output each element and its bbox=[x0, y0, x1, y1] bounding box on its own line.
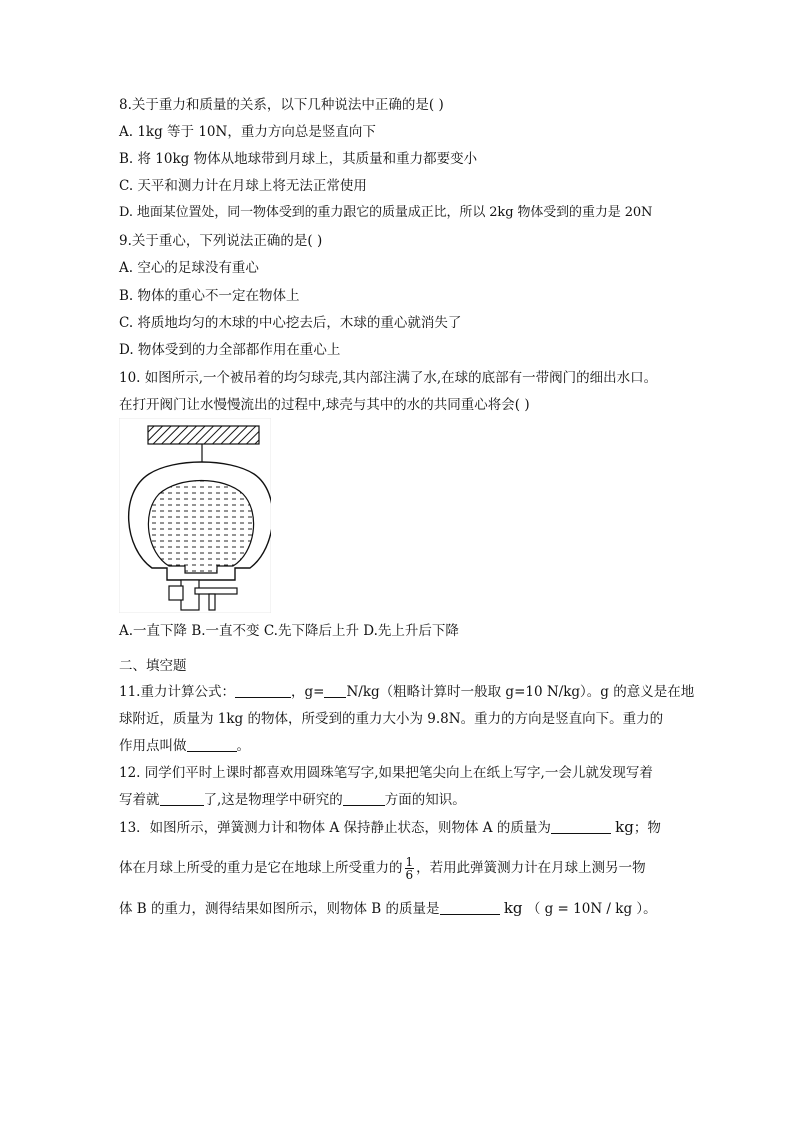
q13-text-a: 13．如图所示，弹簧测力计和物体 A 保持静止状态，则物体 A 的质量为 bbox=[119, 820, 551, 836]
q13-text-b: ；物 bbox=[633, 820, 661, 836]
q12-blank-1[interactable] bbox=[160, 791, 204, 806]
q13-unit-2: kg bbox=[503, 899, 523, 917]
fraction-one-sixth bbox=[405, 856, 415, 881]
q13-line2 bbox=[119, 854, 646, 882]
q11-text-e: 。 bbox=[236, 738, 250, 754]
q12-line1: 12. 同学们平时上课时都喜欢用圆珠笔写字,如果把笔尖向上在纸上写字,一会儿就发现写着 bbox=[119, 765, 653, 781]
hanging-sphere-figure bbox=[119, 418, 271, 613]
q11-blank-formula[interactable] bbox=[235, 683, 291, 698]
q8-option-d: D. 地面某位置处，同一物体受到的重力跟它的质量成正比，所以 2kg 物体受到的重力是 20N bbox=[119, 205, 653, 220]
q9-option-d: D. 物体受到的力全部都作用在重心上 bbox=[119, 342, 341, 358]
q8-option-c: C. 天平和测力计在月球上将无法正常使用 bbox=[119, 178, 367, 194]
q11-blank-center[interactable] bbox=[187, 737, 237, 752]
q11-text-d: 作用点叫做 bbox=[119, 738, 187, 754]
q12-text-b: 了,这是物理学中研究的 bbox=[203, 792, 343, 808]
q11-blank-g[interactable] bbox=[324, 683, 346, 698]
q12-line2 bbox=[119, 790, 466, 810]
q13-text-c: 体在月球上所受的重力是它在地球上所受重力的 bbox=[119, 860, 403, 876]
water-inside bbox=[148, 481, 253, 574]
q9-option-c: C. 将质地均匀的木球的中心挖去后，木球的重心就消失了 bbox=[119, 315, 462, 331]
q13-blank-mass-b[interactable] bbox=[440, 900, 500, 915]
q11-line1 bbox=[119, 682, 694, 702]
q9-option-a: A. 空心的足球没有重心 bbox=[119, 260, 259, 276]
fraction-numerator: 1 bbox=[405, 855, 414, 869]
valve-handle bbox=[169, 586, 183, 600]
q13-text-d: ，若用此弹簧测力计在月球上测另一物 bbox=[416, 860, 646, 876]
q9-stem: 9.关于重心，下列说法正确的是( ) bbox=[119, 233, 323, 249]
q8-option-b: B. 将 10kg 物体从地球带到月球上，其质量和重力都要变小 bbox=[119, 151, 478, 167]
q12-text-a: 写着就 bbox=[119, 792, 160, 808]
q10-options: A.一直下降 B.一直不变 C.先下降后上升 D.先上升后下降 bbox=[119, 623, 459, 639]
q11-text-a: 11.重力计算公式： bbox=[119, 684, 235, 700]
q11-text-b: ，g= bbox=[290, 684, 325, 700]
q13-text-f: （ g = 10N / kg ）。 bbox=[526, 901, 657, 917]
q12-text-c: 方面的知识。 bbox=[384, 792, 466, 808]
q12-blank-2[interactable] bbox=[343, 791, 385, 806]
q11-text-c: N/kg（粗略计算时一般取 g=10 N/kg）。g 的意义是在地 bbox=[346, 684, 695, 700]
outlet-pipe bbox=[181, 580, 199, 610]
ceiling-support bbox=[148, 426, 259, 444]
q11-line2: 球附近，质量为 1kg 的物体，所受到的重力大小为 9.8N。重力的方向是竖直向下。重力的 bbox=[119, 711, 664, 727]
q10-stem-line2: 在打开阀门让水慢慢流出的过程中,球壳与其中的水的共同重心将会( ) bbox=[119, 397, 530, 413]
section-title: 二、填空题 bbox=[119, 658, 187, 674]
valve-bar bbox=[195, 588, 237, 594]
q8-stem: 8.关于重力和质量的关系，以下几种说法中正确的是( ) bbox=[119, 97, 444, 113]
q13-text-e: 体 B 的重力，测得结果如图所示，则物体 B 的质量是 bbox=[119, 901, 440, 917]
q10-stem-line1: 10. 如图所示,一个被吊着的均匀球壳,其内部注满了水,在球的底部有一带阀门的细出水口。 bbox=[119, 370, 658, 386]
q13-unit-1: kg bbox=[615, 818, 634, 836]
q11-line3 bbox=[119, 736, 250, 756]
q13-line1 bbox=[119, 817, 661, 838]
q8-option-a: A. 1kg 等于 10N，重力方向总是竖直向下 bbox=[119, 124, 376, 140]
valve-stem bbox=[209, 594, 215, 610]
q13-blank-mass-a[interactable] bbox=[551, 819, 611, 834]
q9-option-b: B. 物体的重心不一定在物体上 bbox=[119, 288, 300, 304]
fraction-denominator: 6 bbox=[405, 868, 414, 882]
q13-line3 bbox=[119, 898, 657, 919]
